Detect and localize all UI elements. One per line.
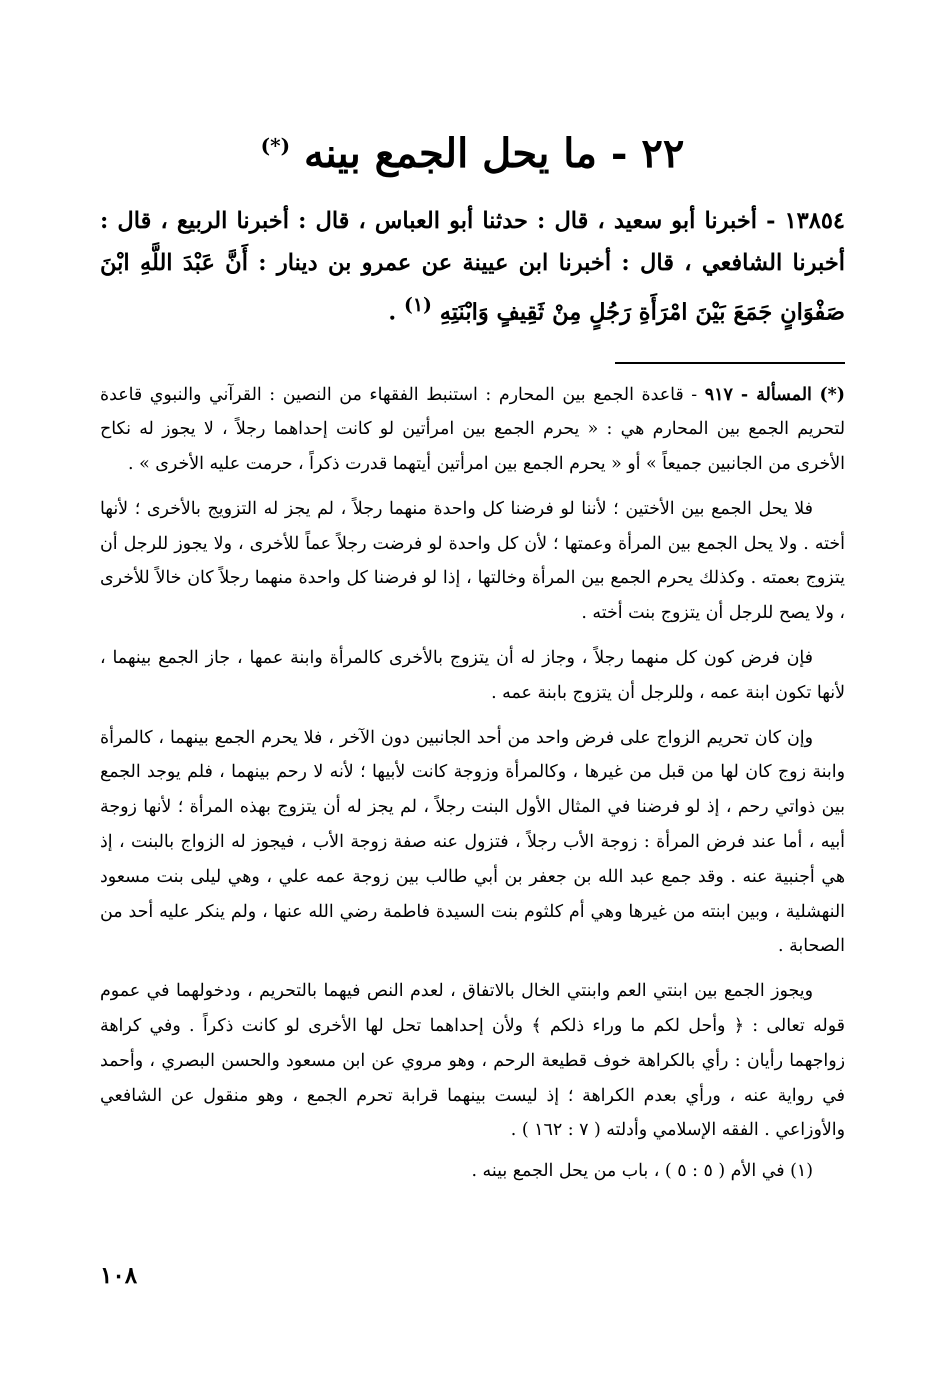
- chapter-marker: (*): [260, 133, 291, 158]
- chapter-title: ٢٢ - ما يحل الجمع بينه (*): [260, 130, 685, 177]
- commentary-paragraph: ويجوز الجمع بين ابنتي العم وابنتي الخال بالاتفاق ، لعدم النص فيهما بالتحريم ، ودخولهما في عموم قوله تعالى : ﴿ وأحل لكم ما وراء ذلكم ﴾ ولأن إحداهما تحل لها الأخرى لو كانت ذكراً . وفي كراهة زواجهما رأيان : رأي بالكراهة خوف قطيعة الرحم ، وهو مروي عن ابن مسعود والحسن البصري ، وأحمد في رواية عنه ، ورأي بعدم الكراهة ؛ إذ ليست بينهما قرابة تحرم الجمع ، وهو منقول عن الشافعي والأوزاعي . الفقه الإسلامي وأدلته ( ٧ : ١٦٢ ) .: [100, 981, 845, 1141]
- commentary-intro-text: - قاعدة الجمع بين المحارم : استنبط الفقهاء من النصين : القرآني والنبوي قاعدة لتحريم الجمع بين المحارم هي : « يحرم الجمع بين امرأتين لو كانت إحداهما رجلاً ، لا يجوز له نكاح الأخرى من الجانبين جميعاً » أو « يحرم الجمع بين امرأتين أيتهما قدرت ذكراً ، حرمت عليه الأخرى » .: [100, 384, 845, 475]
- chapter-title-text: ما يحل الجمع بينه: [304, 130, 597, 177]
- divider-line: [615, 362, 845, 364]
- commentary-paragraph: فإن فرض كون كل منهما رجلاً ، وجاز له أن يتزوج بالأخرى كالمرأة وابنة عمها ، جاز الجمع بينهما ، لأنها تكون ابنة عمه ، وللرجل أن يتزوج بابنة عمه .: [100, 648, 845, 703]
- hadith-end: .: [388, 299, 397, 326]
- commentary-paragraph: وإن كان تحريم الزواج على فرض واحد من أحد الجانبين دون الآخر ، فلا يحرم الجمع بينهما ، كالمرأة وابنة زوج كان لها من قبل من غيرها ، وكالمرأة وزوجة كانت لأبيها ؛ لأنه لا رحم بينهما ، فلم يوجد الجمع بين ذواتي رحم ، إذ لو فرضنا في المثال الأول البنت رجلاً ، لم يجز له أن يتزوج بهذه المرأة ؛ لأنها زوجة أبيه ، أما عند فرض المرأة : زوجة الأب رجلاً ، فتزول عنه صفة زوجة الأب ، فيجوز له الزواج بالبنت ، إذ هي أجنبية عنه . وقد جمع عبد الله بن جعفر بن أبي طالب بين زوجة عمه علي ، وهي ليلى بنت مسعود النهشلية ، وبين ابنته من غيرها وهي أم كلثوم بنت السيدة فاطمة رضي الله عنها ، ولم ينكر عليه أحد من الصحابة .: [100, 727, 845, 957]
- page-body: [100, 130, 845, 1189]
- page-number: ١٠٨: [100, 1262, 138, 1289]
- footnote: (١) في الأم ( ٥ : ٥ ) ، باب من يحل الجمع بينه .: [471, 1161, 813, 1182]
- commentary-label: المسألة - ٩١٧: [704, 384, 812, 405]
- hadith-text: ١٣٨٥٤ - أخبرنا أبو سعيد ، قال : حدثنا أبو العباس ، قال : أخبرنا الربيع ، قال : أخبرنا الشافعي ، قال : أخبرنا ابن عيينة عن عمرو بن دينار : أَنَّ عَبْدَ اللَّهِ ابْنَ صَفْوَانٍ جَمَعَ بَيْنَ امْرَأَةِ رَجُلٍ مِنْ ثَقِيفٍ وَابْنَتِهِ $^{(١)}$ .: [100, 208, 845, 326]
- hadith-footnote-ref: (١): [404, 294, 432, 316]
- commentary-intro: [100, 378, 845, 482]
- hadith-number: ١٣٨٥٤: [784, 208, 845, 234]
- commentary-paragraph: فلا يحل الجمع بين الأختين ؛ لأننا لو فرضنا كل واحدة منهما رجلاً ، لم يجز له التزويج بالأخرى ؛ لأنها أخته . ولا يحل الجمع بين المرأة وعمتها ؛ لأن كل واحدة لو فرضت رجلاً عماً للأخرى ، ولا يجوز للرجل أن يتزوج بعمته . وكذلك يحرم الجمع بين المرأة وخالتها ، إذا لو فرضنا كل واحدة منهما رجلاً كان خالاً للأخرى ، ولا يصح للرجل أن يتزوج بنت أخته .: [100, 498, 845, 624]
- chapter-number: ٢٢: [641, 130, 685, 177]
- commentary-marker: (*): [819, 384, 846, 405]
- hadith-body: أخبرنا أبو سعيد ، قال : حدثنا أبو العباس ، قال : أخبرنا الربيع ، قال : أخبرنا الشافعي ، قال : أخبرنا ابن عيينة عن عمرو بن دينار : أَنَّ عَبْدَ اللَّهِ ابْنَ صَفْوَانٍ جَمَعَ بَيْنَ امْرَأَةِ رَجُلٍ مِنْ ثَقِيفٍ وَابْنَتِهِ: [100, 208, 845, 326]
